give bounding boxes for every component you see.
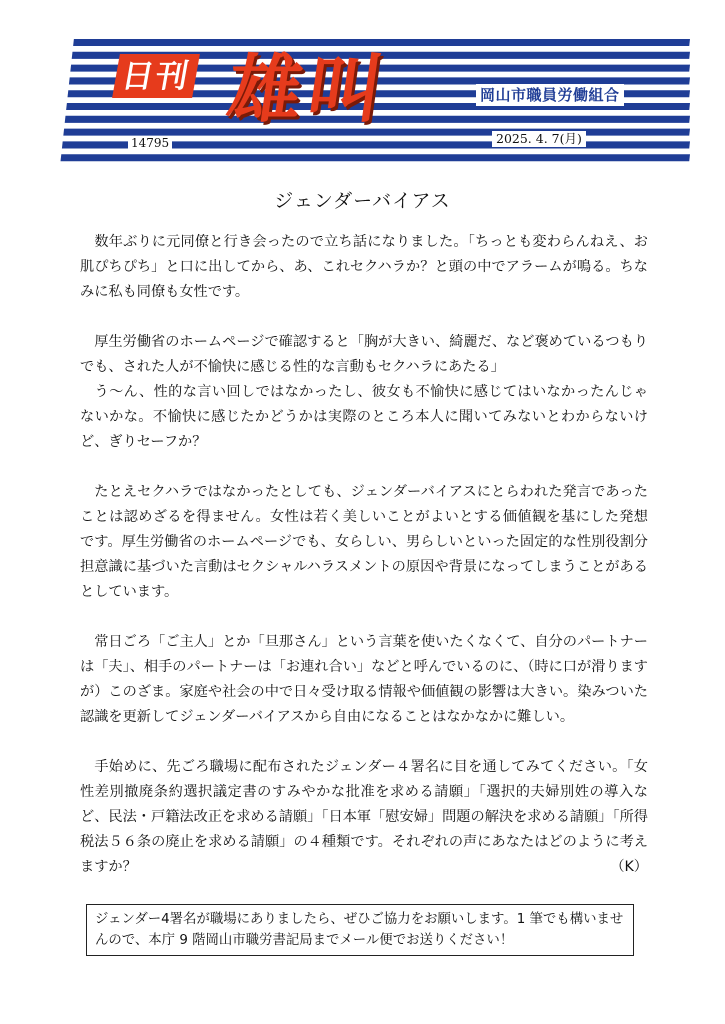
notice-box: ジェンダー4署名が職場にありましたら、ぜひご協力をお願いします。1 筆でも構いませんので、本庁 9 階岡山市職労書記局までメール便でお送りください！ [86, 904, 634, 956]
issue-number: 14795 [128, 136, 172, 150]
article-body [80, 230, 648, 880]
paragraph-1: 数年ぶりに元同僚と行き会ったので立ち話になりました。「ちっとも変わらんねえ、お肌ぴちぴち」と口に出してから、あ、これセクハラか？と頭の中でアラームが鳴る。ちなみに私も同僚も女性です。 [80, 234, 648, 300]
issue-date: 2025. 4. 7(月) [492, 131, 586, 147]
author-signature: （K） [610, 859, 648, 875]
paragraph-6 [80, 755, 648, 880]
article-title: ジェンダーバイアス [274, 190, 451, 212]
paragraph-3: う〜ん、性的な言い回しではなかったし、彼女も不愉快に感じてはいなかったんじゃないかな。不愉快に感じたかどうかは実際のところ本人に聞いてみないとわからないけど、ぎりセーフか？ [80, 384, 648, 450]
masthead [52, 38, 692, 166]
brand-logo: 雄叫 [221, 47, 395, 133]
paragraph-4: たとえセクハラではなかったとしても、ジェンダーバイアスにとらわれた発言であったことは認めざるを得ません。女性は若く美しいことがよいとする価値観を基にした発想です。厚生労働省のホームページでも、女らしい、男らしいといった固定的な性別役割分担意識に基づいた言動はセクシャルハラスメントの原因や背景になってしまうことがあるとしています。 [80, 484, 648, 600]
paragraph-2: 厚生労働省のホームページで確認すると「胸が大きい、綺麗だ、など褒めているつもりでも、された人が不愉快に感じる性的な言動もセクハラにあたる」 [80, 334, 648, 375]
paragraph-6-text: 手始めに、先ごろ職場に配布されたジェンダー４署名に目を通してみてください。「女性差別撤廃条約選択議定書のすみやかな批准を求める請願」「選択的夫婦別姓の導入など、民法・戸籍法改正を求める請願」「日本軍「慰安婦」問題の解決を求める請願」「所得税法５６条の廃止を求める請願」の４種類です。それぞれの声にあなたはどのように考えますか？ [80, 759, 648, 875]
brand-small: 日刊 [112, 54, 200, 98]
paragraph-5: 常日ごろ「ご主人」とか「旦那さん」という言葉を使いたくなくて、自分のパートナーは「夫」、相手のパートナーは「お連れ合い」などと呼んでいるのに、（時に口が滑りますが）このざま。家庭や社会の中で日々受け取る情報や価値観の影響は大きい。染みついた認識を更新してジェンダーバイアスから自由になることはなかなかに難しい。 [80, 634, 648, 725]
union-name: 岡山市職員労働組合 [476, 84, 624, 106]
masthead-stripe [61, 154, 690, 161]
